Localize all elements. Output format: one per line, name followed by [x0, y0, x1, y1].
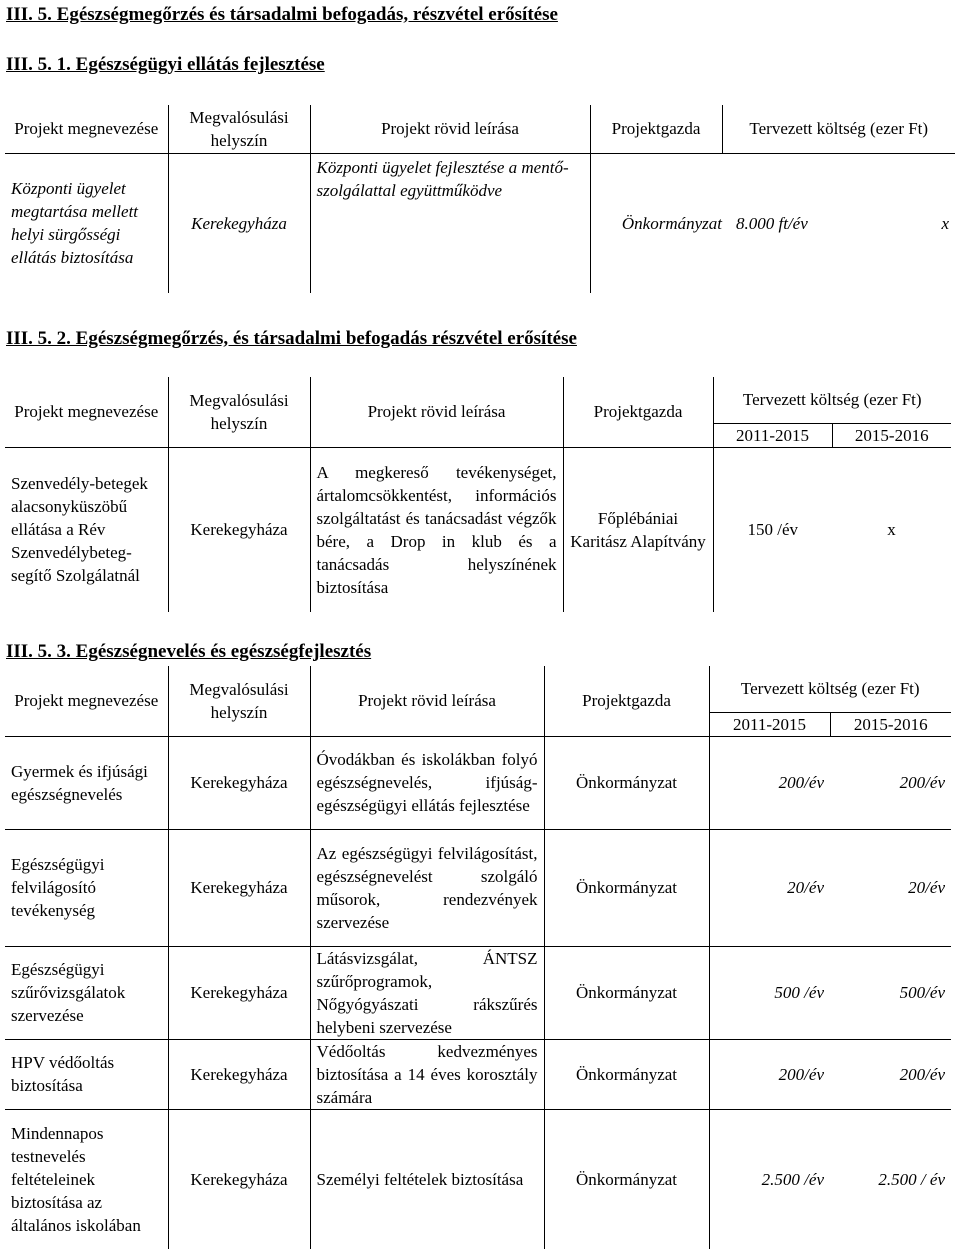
table-health-care	[5, 105, 955, 293]
cost-2015-2016: x	[832, 447, 951, 612]
col-header-desc: Projekt rövid leírása	[310, 377, 563, 447]
project-owner: Önkormányzat	[544, 829, 709, 946]
col-header-name: Projekt megnevezése	[5, 377, 168, 447]
project-desc: Óvodákban és iskolákban folyó egészségnevelés, ifjúság-egészségügyi ellátás fejlesztése	[310, 736, 544, 829]
project-place: Kerekegyháza	[168, 1109, 310, 1249]
col-header-place: Megvalósulási helyszín	[168, 666, 310, 736]
col-header-period-2: 2015-2016	[853, 714, 928, 734]
project-owner: Önkormányzat	[544, 1039, 709, 1109]
col-header-cost: Tervezett költség (ezer Ft)	[749, 119, 929, 139]
col-header-place: Megvalósulási helyszín	[168, 105, 310, 153]
subsection-title-1: III. 5. 1. Egészségügyi ellátás fejlesztése	[6, 54, 325, 75]
project-owner: Önkormányzat	[590, 153, 722, 293]
cost-2011-2015: 8.000 ft/év	[736, 213, 808, 233]
cost-2011-2015: 200/év	[709, 1039, 830, 1109]
col-header-name: Projekt megnevezése	[5, 666, 168, 736]
col-header-place: Megvalósulási helyszín	[168, 377, 310, 447]
col-header-cost: Tervezett költség (ezer Ft)	[709, 666, 951, 712]
project-owner: Önkormányzat	[544, 736, 709, 829]
section-title: III. 5. Egészségmegőrzés és társadalmi befogadás, részvétel erősítése	[6, 4, 558, 25]
cost-2011-2015: 500 /év	[709, 946, 830, 1039]
col-header-desc: Projekt rövid leírása	[310, 666, 544, 736]
project-place: Kerekegyháza	[168, 1039, 310, 1109]
cost-2011-2015: 2.500 /év	[709, 1109, 830, 1249]
cost-2015-2016: 2.500 / év	[830, 1109, 951, 1249]
project-desc: Személyi feltételek biztosítása	[310, 1109, 544, 1249]
table-row	[5, 946, 951, 1039]
cost-2011-2015: 200/év	[709, 736, 830, 829]
table-row	[5, 1109, 951, 1249]
subsection-title-3: III. 5. 3. Egészségnevelés és egészségfejlesztés	[6, 641, 372, 662]
project-desc: Látásvizsgálat, ÁNTSZ szűrőprogramok, Nőgyógyászati rákszűrés helybeni szervezése	[310, 946, 544, 1039]
project-place: Kerekegyháza	[168, 153, 310, 293]
project-name: Központi ügyelet megtartása mellett helyi sürgősségi ellátás biztosítása	[5, 153, 168, 293]
project-owner: Önkormányzat	[544, 1109, 709, 1249]
project-place: Kerekegyháza	[168, 946, 310, 1039]
col-header-owner: Projektgazda	[590, 105, 722, 153]
cost-2015-2016: 500/év	[830, 946, 951, 1039]
project-desc: Az egészségügyi felvilágosítást, egészségnevelést szolgáló műsorok, rendezvények szervezése	[310, 829, 544, 946]
project-owner: Önkormányzat	[544, 946, 709, 1039]
project-desc: A megkereső tevékenységet, ártalomcsökkentést, információs szolgáltatást és tanácsadást végzők bére, a Drop in klub és a tanácsadás helyszínének biztosítása	[310, 447, 563, 612]
cost-2011-2015: 20/év	[709, 829, 830, 946]
col-header-name: Projekt megnevezése	[5, 105, 168, 153]
table-row	[5, 1039, 951, 1109]
cost-2011-2015: 150 /év	[713, 447, 832, 612]
cost-2015-2016: 200/év	[830, 1039, 951, 1109]
project-place: Kerekegyháza	[168, 447, 310, 612]
col-header-period-2: 2015-2016	[854, 425, 929, 445]
project-name: Gyermek és ifjúsági egészségnevelés	[5, 736, 168, 829]
col-header-owner: Projektgazda	[544, 666, 709, 736]
project-name: HPV védőoltás biztosítása	[5, 1039, 168, 1109]
table-addiction-care	[5, 377, 951, 612]
col-header-period-1: 2011-2015	[713, 423, 832, 447]
project-name: Egészségügyi szűrővizsgálatok szervezése	[5, 946, 168, 1039]
cost-2015-2016: 20/év	[830, 829, 951, 946]
project-desc: Védőoltás kedvezményes biztosítása a 14 éves korosztály számára	[310, 1039, 544, 1109]
subsection-title-2: III. 5. 2. Egészségmegőrzés, és társadalmi befogadás részvétel erősítése	[6, 328, 577, 349]
project-desc: Központi ügyelet fejlesztése a mentő-szolgálattal együttműködve	[310, 153, 590, 293]
project-place: Kerekegyháza	[168, 736, 310, 829]
col-header-owner: Projektgazda	[563, 377, 713, 447]
project-owner: Főplébániai Karitász Alapítvány	[563, 447, 713, 612]
cost-2015-2016: x	[941, 213, 949, 233]
table-row	[5, 736, 951, 829]
col-header-period-1: 2011-2015	[709, 712, 830, 736]
project-name: Szenvedély-betegek alacsonyküszöbű ellátása a Rév Szenvedélybeteg-segítő Szolgálatnál	[5, 447, 168, 612]
cost-2015-2016: 200/év	[830, 736, 951, 829]
col-header-desc: Projekt rövid leírása	[310, 105, 590, 153]
project-place: Kerekegyháza	[168, 829, 310, 946]
table-row	[5, 829, 951, 946]
table-health-education	[5, 666, 951, 1249]
project-name: Egészségügyi felvilágosító tevékenység	[5, 829, 168, 946]
col-header-cost: Tervezett költség (ezer Ft)	[713, 377, 951, 423]
project-name: Mindennapos testnevelés feltételeinek biztosítása az általános iskolában	[5, 1109, 168, 1249]
